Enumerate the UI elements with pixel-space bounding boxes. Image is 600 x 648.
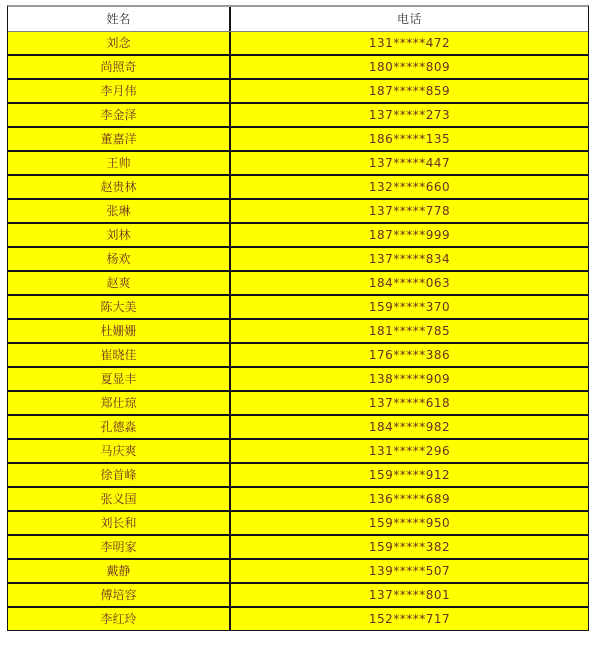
table-row[interactable] [8, 248, 588, 272]
phone-cell[interactable]: 181*****785 [368, 324, 451, 338]
column-header-name: 姓名 [8, 7, 231, 31]
table-row[interactable] [8, 392, 588, 416]
table-row[interactable] [8, 224, 588, 248]
name-cell[interactable]: 杨欢 [8, 248, 231, 270]
name-cell[interactable]: 崔晓佳 [8, 344, 231, 366]
table-row[interactable] [8, 128, 588, 152]
table-body [8, 32, 588, 630]
name-cell[interactable]: 李金泽 [8, 104, 231, 126]
name-cell[interactable]: 尚照奇 [8, 56, 231, 78]
table-row[interactable] [8, 200, 588, 224]
phone-cell[interactable]: 186*****135 [368, 132, 451, 146]
table-row[interactable] [8, 272, 588, 296]
name-cell[interactable]: 傅培容 [8, 584, 231, 606]
name-cell[interactable]: 赵贵林 [8, 176, 231, 198]
name-cell[interactable]: 夏显丰 [8, 368, 231, 390]
name-cell[interactable]: 陈大美 [8, 296, 231, 318]
table-row[interactable] [8, 80, 588, 104]
table-row[interactable] [8, 344, 588, 368]
name-cell[interactable]: 刘念 [8, 32, 231, 54]
name-cell[interactable]: 王帅 [8, 152, 231, 174]
name-cell[interactable]: 徐首峰 [8, 464, 231, 486]
phone-cell[interactable]: 159*****950 [368, 516, 451, 530]
name-cell[interactable]: 董嘉洋 [8, 128, 231, 150]
phone-cell[interactable]: 131*****472 [368, 36, 451, 50]
phone-cell[interactable]: 138*****909 [368, 372, 451, 386]
name-cell[interactable]: 赵爽 [8, 272, 231, 294]
table-row[interactable] [8, 584, 588, 608]
phone-cell[interactable]: 137*****447 [368, 156, 451, 170]
table-row[interactable] [8, 320, 588, 344]
phone-cell[interactable]: 152*****717 [368, 612, 451, 626]
phone-cell[interactable]: 180*****809 [368, 60, 451, 74]
table-row[interactable] [8, 536, 588, 560]
table-row[interactable] [8, 32, 588, 56]
table-row[interactable] [8, 176, 588, 200]
name-cell[interactable]: 杜姗姗 [8, 320, 231, 342]
name-cell[interactable]: 戴静 [8, 560, 231, 582]
phone-cell[interactable]: 131*****296 [368, 444, 451, 458]
table-row[interactable] [8, 560, 588, 584]
name-cell[interactable]: 李明家 [8, 536, 231, 558]
phone-cell[interactable]: 136*****689 [368, 492, 451, 506]
phone-cell[interactable]: 184*****063 [368, 276, 451, 290]
phone-cell[interactable]: 176*****386 [368, 348, 451, 362]
table-row[interactable] [8, 296, 588, 320]
table-row[interactable] [8, 440, 588, 464]
name-cell[interactable]: 马庆爽 [8, 440, 231, 462]
table-row[interactable] [8, 416, 588, 440]
name-cell[interactable]: 郑仕琼 [8, 392, 231, 414]
phone-cell[interactable]: 132*****660 [368, 180, 451, 194]
table-row[interactable] [8, 488, 588, 512]
table-row[interactable] [8, 152, 588, 176]
name-cell[interactable]: 张义国 [8, 488, 231, 510]
phone-cell[interactable]: 137*****778 [368, 204, 451, 218]
phone-cell[interactable]: 159*****370 [368, 300, 451, 314]
phone-cell[interactable]: 137*****801 [368, 588, 451, 602]
phone-cell[interactable]: 187*****859 [368, 84, 451, 98]
table-row[interactable] [8, 512, 588, 536]
name-cell[interactable]: 刘长和 [8, 512, 231, 534]
phone-cell[interactable]: 184*****982 [368, 420, 451, 434]
name-cell[interactable]: 刘林 [8, 224, 231, 246]
phone-cell[interactable]: 137*****618 [368, 396, 451, 410]
table-row[interactable] [8, 56, 588, 80]
table-row[interactable] [8, 464, 588, 488]
phone-cell[interactable]: 137*****273 [368, 108, 451, 122]
column-header-phone: 电话 [396, 12, 422, 26]
name-cell[interactable]: 李红玲 [8, 608, 231, 630]
name-cell[interactable]: 孔德淼 [8, 416, 231, 438]
phone-cell[interactable]: 159*****912 [368, 468, 451, 482]
name-cell[interactable]: 张琳 [8, 200, 231, 222]
table-row[interactable] [8, 104, 588, 128]
phone-cell[interactable]: 139*****507 [368, 564, 451, 578]
table-row[interactable] [8, 608, 588, 630]
phone-cell[interactable]: 159*****382 [368, 540, 451, 554]
table-header-row [8, 7, 588, 32]
phone-cell[interactable]: 187*****999 [368, 228, 451, 242]
table-row[interactable] [8, 368, 588, 392]
contact-table [7, 5, 589, 631]
phone-cell[interactable]: 137*****834 [368, 252, 451, 266]
name-cell[interactable]: 李月伟 [8, 80, 231, 102]
